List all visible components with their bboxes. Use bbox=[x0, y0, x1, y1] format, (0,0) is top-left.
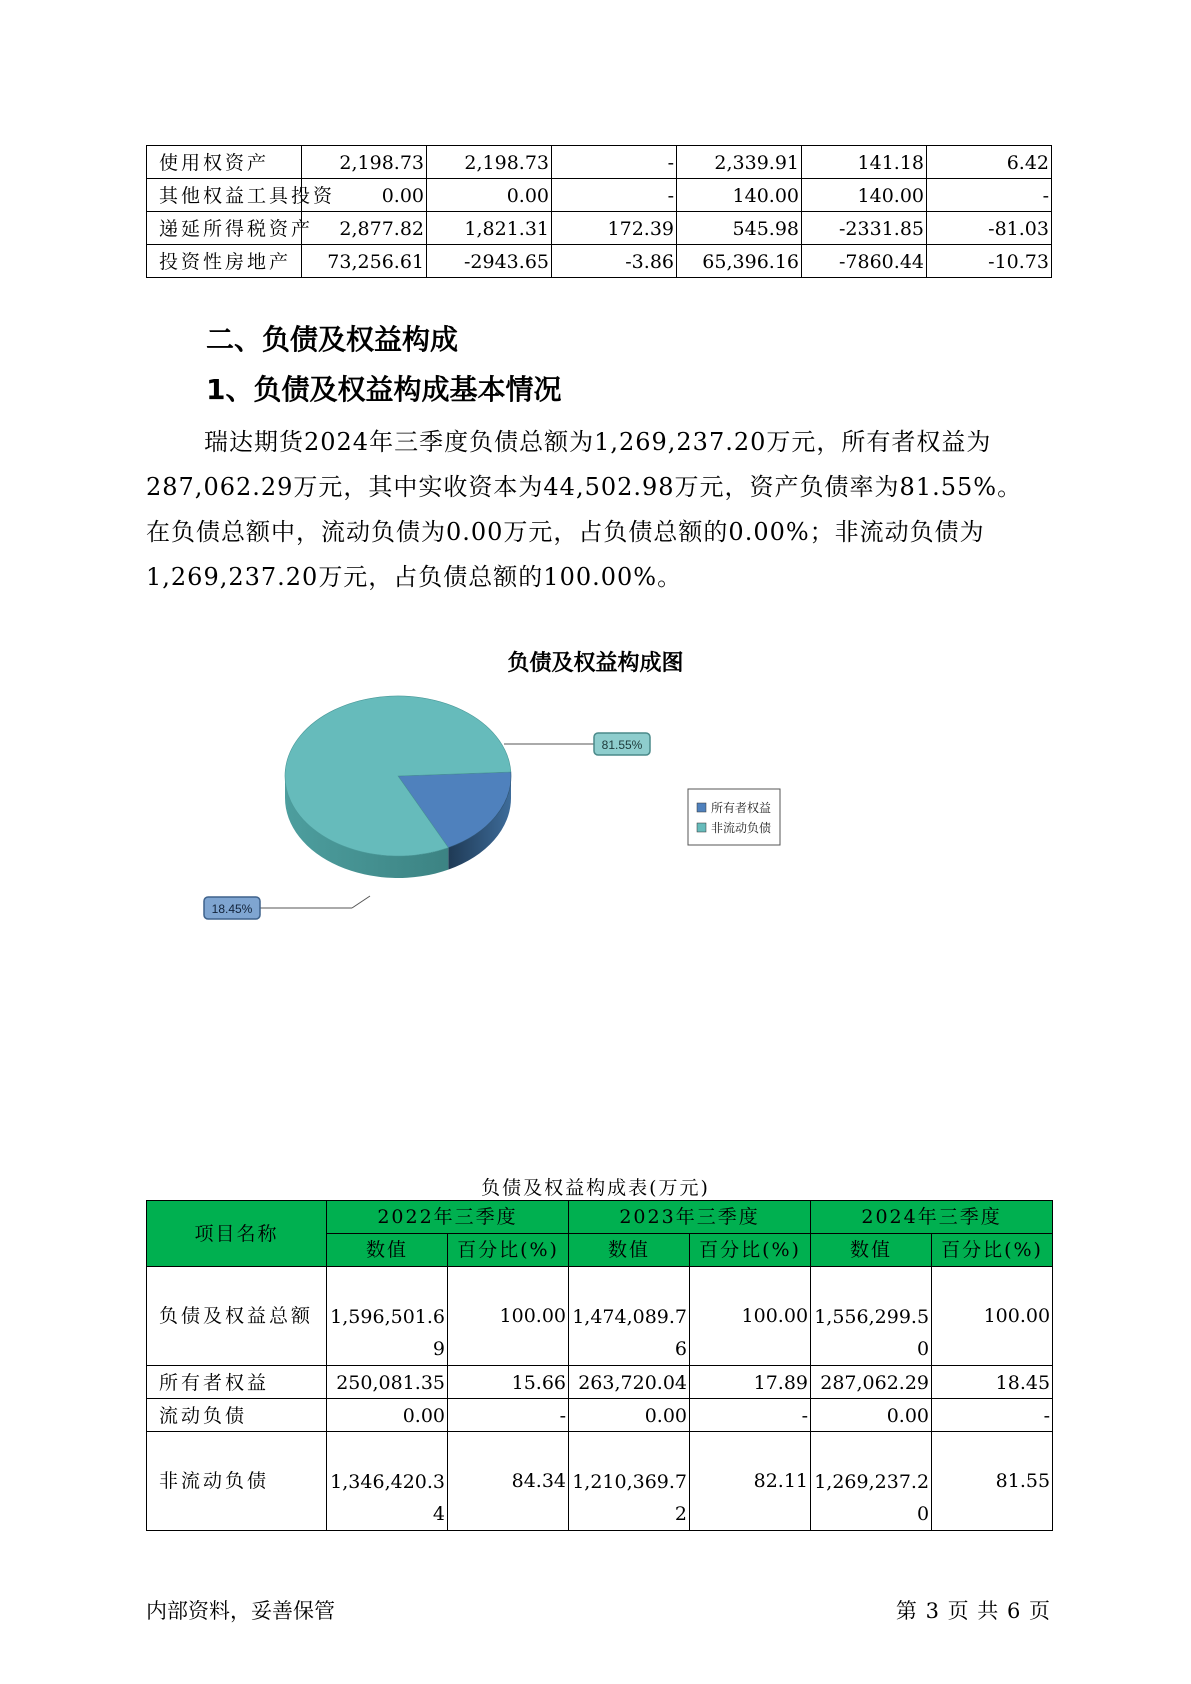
footer-page-number: 第 3 页 共 6 页 bbox=[895, 1599, 1051, 1623]
row-label: 负债及权益总额 bbox=[147, 1267, 327, 1366]
table-cell: 73,256.61 bbox=[302, 245, 427, 278]
table-cell: 2,339.91 bbox=[677, 146, 802, 179]
table-row bbox=[147, 1432, 1053, 1531]
chart-legend bbox=[688, 789, 780, 845]
data-label-box bbox=[204, 897, 260, 919]
table-row bbox=[147, 1267, 1053, 1366]
header-percent: 百分比(%) bbox=[690, 1234, 811, 1267]
table-cell: -3.86 bbox=[552, 245, 677, 278]
table-cell: -2943.65 bbox=[427, 245, 552, 278]
table-cell: - bbox=[552, 146, 677, 179]
table-cell: 1,346,420.34 bbox=[327, 1432, 448, 1531]
table-cell: 82.11 bbox=[690, 1432, 811, 1531]
table-row bbox=[147, 1366, 1053, 1399]
table-cell: 6.42 bbox=[927, 146, 1052, 179]
header-percent: 百分比(%) bbox=[932, 1234, 1053, 1267]
table-cell: 1,596,501.69 bbox=[327, 1267, 448, 1366]
table-cell: - bbox=[448, 1399, 569, 1432]
chart-title: 负债及权益构成图 bbox=[507, 651, 684, 676]
data-label-18: 18.45% bbox=[211, 902, 253, 916]
header-value: 数值 bbox=[569, 1234, 690, 1267]
row-label: 投资性房地产 bbox=[147, 245, 302, 278]
pie-chart bbox=[180, 700, 830, 940]
legend-label: 非流动负债 bbox=[711, 821, 772, 835]
footer-confidential: 内部资料，妥善保管 bbox=[146, 1599, 335, 1623]
table-cell: 100.00 bbox=[932, 1267, 1053, 1366]
table-cell: 1,210,369.72 bbox=[569, 1432, 690, 1531]
table-row bbox=[147, 212, 1052, 245]
table-cell: 0.00 bbox=[327, 1399, 448, 1432]
header-year: 2022年三季度 bbox=[327, 1201, 569, 1234]
table-cell: - bbox=[932, 1399, 1053, 1432]
table-cell: 1,269,237.20 bbox=[811, 1432, 932, 1531]
header-value: 数值 bbox=[327, 1234, 448, 1267]
table-cell: -7860.44 bbox=[802, 245, 927, 278]
table-cell: 1,556,299.50 bbox=[811, 1267, 932, 1366]
body-paragraph bbox=[146, 420, 1056, 600]
table-cell: 100.00 bbox=[448, 1267, 569, 1366]
table-cell: 2,877.82 bbox=[302, 212, 427, 245]
table-cell: 2,198.73 bbox=[302, 146, 427, 179]
row-label: 其他权益工具投资 bbox=[147, 179, 302, 212]
table-row bbox=[147, 179, 1052, 212]
asset-table bbox=[146, 145, 1052, 278]
header-item-name: 项目名称 bbox=[147, 1201, 327, 1267]
liability-equity-table bbox=[146, 1200, 1053, 1531]
table-cell: 65,396.16 bbox=[677, 245, 802, 278]
table-cell: 18.45 bbox=[932, 1366, 1053, 1399]
row-label: 非流动负债 bbox=[147, 1432, 327, 1531]
row-label: 使用权资产 bbox=[147, 146, 302, 179]
table-cell: 84.34 bbox=[448, 1432, 569, 1531]
table-caption: 负债及权益构成表(万元) bbox=[481, 1177, 710, 1199]
table-row bbox=[147, 245, 1052, 278]
table-cell: 17.89 bbox=[690, 1366, 811, 1399]
table-cell: 140.00 bbox=[802, 179, 927, 212]
header-percent: 百分比(%) bbox=[448, 1234, 569, 1267]
table-cell: 100.00 bbox=[690, 1267, 811, 1366]
table-cell: -81.03 bbox=[927, 212, 1052, 245]
legend-swatch bbox=[697, 803, 706, 812]
paragraph-line: 瑞达期货2024年三季度负债总额为1,269,237.20万元，所有者权益为 bbox=[204, 428, 992, 456]
table-cell: 1,821.31 bbox=[427, 212, 552, 245]
sub-heading: 1、负债及权益构成基本情况 bbox=[206, 373, 562, 406]
table-cell: 172.39 bbox=[552, 212, 677, 245]
table-cell: 1,474,089.76 bbox=[569, 1267, 690, 1366]
row-label: 递延所得税资产 bbox=[147, 212, 302, 245]
row-label: 流动负债 bbox=[147, 1399, 327, 1432]
table-cell: -10.73 bbox=[927, 245, 1052, 278]
legend-swatch bbox=[697, 823, 706, 832]
table-cell: - bbox=[927, 179, 1052, 212]
row-label: 所有者权益 bbox=[147, 1366, 327, 1399]
table-cell: 0.00 bbox=[427, 179, 552, 212]
table-cell: - bbox=[552, 179, 677, 212]
table-cell: 545.98 bbox=[677, 212, 802, 245]
table-cell: 0.00 bbox=[569, 1399, 690, 1432]
data-label-81: 81.55% bbox=[601, 738, 643, 752]
table-cell: 250,081.35 bbox=[327, 1366, 448, 1399]
header-value: 数值 bbox=[811, 1234, 932, 1267]
table-cell: 263,720.04 bbox=[569, 1366, 690, 1399]
table-row bbox=[147, 1399, 1053, 1432]
table-cell: 0.00 bbox=[302, 179, 427, 212]
table-cell: 287,062.29 bbox=[811, 1366, 932, 1399]
data-label-box bbox=[594, 733, 650, 755]
table-cell: 2,198.73 bbox=[427, 146, 552, 179]
table-cell: 0.00 bbox=[811, 1399, 932, 1432]
paragraph-line: 1,269,237.20万元，占负债总额的100.00%。 bbox=[146, 563, 683, 591]
table-cell: -2331.85 bbox=[802, 212, 927, 245]
section-heading: 二、负债及权益构成 bbox=[206, 323, 459, 356]
table-row bbox=[147, 146, 1052, 179]
leader-line bbox=[352, 896, 370, 908]
table-cell: 140.00 bbox=[677, 179, 802, 212]
legend-label: 所有者权益 bbox=[711, 801, 772, 815]
paragraph-line: 在负债总额中，流动负债为0.00万元，占负债总额的0.00%；非流动负债为 bbox=[146, 518, 985, 546]
header-year: 2024年三季度 bbox=[811, 1201, 1053, 1234]
header-year: 2023年三季度 bbox=[569, 1201, 811, 1234]
table-cell: 81.55 bbox=[932, 1432, 1053, 1531]
table-header-row bbox=[147, 1201, 1053, 1234]
paragraph-line: 287,062.29万元，其中实收资本为44,502.98万元，资产负债率为81.55%。 bbox=[146, 473, 1023, 501]
table-cell: 141.18 bbox=[802, 146, 927, 179]
table-cell: 15.66 bbox=[448, 1366, 569, 1399]
table-cell: - bbox=[690, 1399, 811, 1432]
